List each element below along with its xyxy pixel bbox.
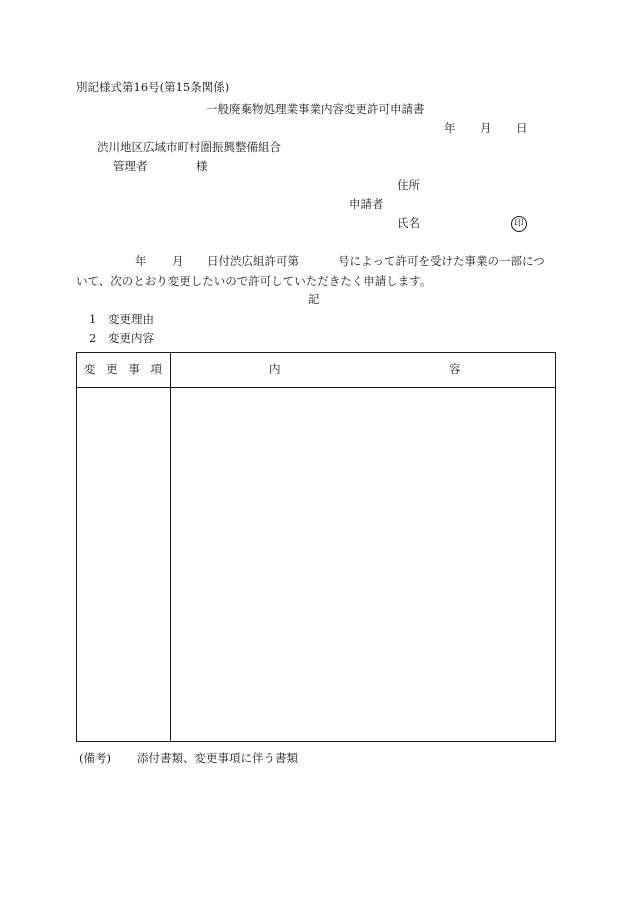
addressee-role: 管理者: [113, 159, 148, 173]
table-body-row: [77, 388, 556, 742]
document-title: 一般廃棄物処理業事業内容変更許可申請書: [206, 102, 425, 116]
content-header: [171, 353, 556, 388]
body-line1-rest: 号によって許可を受けた事業の一部につ: [338, 254, 545, 268]
item-2-number: 2: [89, 331, 97, 345]
header-char: 更: [106, 362, 118, 377]
change-item-header: [77, 353, 171, 388]
body-year: 年: [135, 254, 147, 268]
change-item-cell[interactable]: [77, 388, 171, 742]
header-char: 事: [128, 362, 140, 377]
item-2-label: 変更内容: [108, 331, 154, 345]
content-header-char-a: 内: [269, 362, 281, 376]
applicant-label: 申請者: [349, 197, 384, 211]
table-header-row: [77, 353, 556, 388]
content-cell[interactable]: [171, 388, 556, 742]
item-1-number: 1: [89, 312, 97, 326]
body-permit-prefix: 日付渋広組許可第: [207, 254, 299, 268]
address-label: 住所: [397, 178, 420, 192]
header-char: 項: [150, 362, 162, 377]
date-year: 年: [444, 121, 456, 135]
name-label: 氏名: [397, 216, 420, 230]
body-month: 月: [172, 254, 184, 268]
date-month: 月: [480, 121, 492, 135]
ki-heading: 記: [308, 292, 320, 306]
item-1-label: 変更理由: [108, 312, 154, 326]
addressee-honorific: 様: [196, 159, 208, 173]
remarks-text: 添付書類、変更事項に伴う書類: [137, 751, 298, 765]
content-header-char-b: 容: [449, 362, 461, 376]
change-table: [76, 352, 556, 742]
remarks-label: (備考): [79, 751, 111, 765]
header-char: 変: [84, 362, 96, 377]
change-item-header-text: [77, 364, 170, 376]
body-line2: いて、次のとおり変更したいので許可していただきたく申請します。: [76, 274, 432, 288]
addressee-organization: 渋川地区広域市町村圏振興整備組合: [97, 140, 281, 154]
form-number: 別記様式第16号(第15条関係): [76, 80, 230, 94]
seal-mark: 印: [511, 216, 527, 232]
date-day: 日: [516, 121, 528, 135]
